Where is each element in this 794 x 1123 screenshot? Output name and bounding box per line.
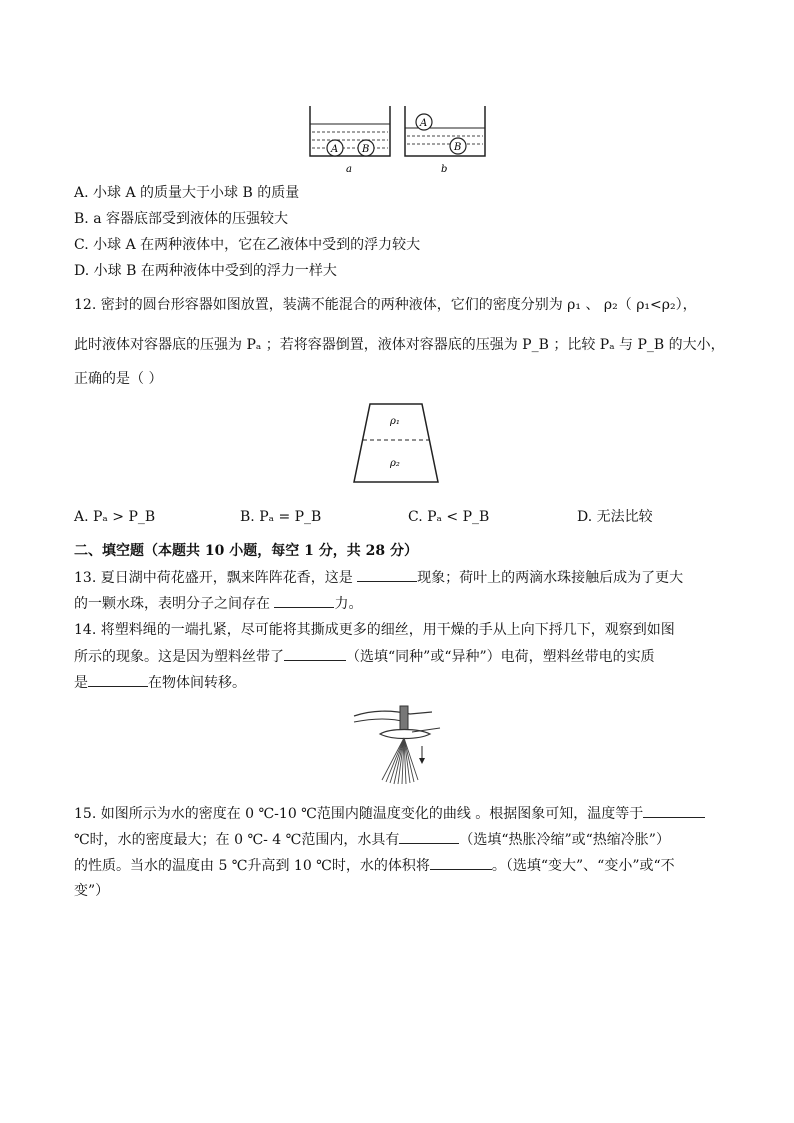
q14-blank-2[interactable] xyxy=(88,672,148,687)
q12-option-d: D. 无法比较 xyxy=(577,509,653,525)
q14-line-3: 是 在物体间转移。 xyxy=(74,672,246,693)
q11-option-d: D. 小球 B 在两种液体中受到的浮力一样大 xyxy=(74,263,337,279)
q15-line-1: 15. 如图所示为水的密度在 0 ℃-10 ℃范围内随温度变化的曲线 。根据图象可知，温度等于 xyxy=(74,803,705,824)
q13-line-1: 13. 夏日湖中荷花盛开，飘来阵阵花香，这是 现象；荷叶上的两滴水珠接触后成为了更大 xyxy=(74,567,683,588)
q15-line-4: 变”） xyxy=(74,883,110,899)
q14-plastic-strings-figure xyxy=(352,704,442,786)
q11-containers-figure xyxy=(300,104,495,176)
q11-option-c: C. 小球 A 在两种液体中，它在乙液体中受到的浮力较大 xyxy=(74,237,421,253)
section-2-heading: 二、填空题（本题共 10 小题，每空 1 分，共 28 分） xyxy=(74,543,418,559)
q12-option-c: C. Pₐ < P_B xyxy=(408,509,490,525)
q12-option-a: A. Pₐ > P_B xyxy=(74,509,156,525)
ball-b-label-right: B xyxy=(454,142,462,153)
q12-line-1: 12. 密封的圆台形容器如图放置，装满不能混合的两种液体，它们的密度分别为 ρ₁ 、 ρ₂（ ρ₁<ρ₂）， xyxy=(74,297,697,313)
q15-blank-2[interactable] xyxy=(399,829,459,844)
q12-option-b: B. Pₐ = P_B xyxy=(240,509,322,525)
q14-blank-1[interactable] xyxy=(284,646,346,661)
q13-line-2: 的一颗水珠，表明分子之间存在 力。 xyxy=(74,593,362,614)
q15-line-2: ℃时，水的密度最大；在 0 ℃- 4 ℃范围内，水具有 （选填“热胀冷缩”或“热缩冷胀”） xyxy=(74,829,670,850)
container-b-label: b xyxy=(441,164,448,175)
q11-option-b: B. a 容器底部受到液体的压强较大 xyxy=(74,211,288,227)
q11-option-a: A. 小球 A 的质量大于小球 B 的质量 xyxy=(74,185,300,201)
container-a-label: a xyxy=(346,164,352,175)
q12-frustum-figure xyxy=(350,400,442,486)
q15-line-3: 的性质。当水的温度由 5 ℃升高到 10 ℃时，水的体积将 。（选填“变大”、“变小”或“不 xyxy=(74,855,675,876)
ball-b-label-left: B xyxy=(362,144,370,155)
q13-blank-1[interactable] xyxy=(357,567,417,582)
rho1-label: ρ₁ xyxy=(390,416,400,427)
q14-line-1: 14. 将塑料绳的一端扎紧，尽可能将其撕成更多的细丝，用干燥的手从上向下捋几下，观察到如图 xyxy=(74,622,675,638)
q15-blank-3[interactable] xyxy=(430,855,492,870)
ball-a-label-right: A xyxy=(420,118,428,129)
q12-line-3: 正确的是（ ） xyxy=(74,371,163,387)
q12-line-2: 此时液体对容器底的压强为 Pₐ ；若将容器倒置，液体对容器底的压强为 P_B ；比较 Pₐ 与 P_B 的大小， xyxy=(74,337,725,353)
q13-blank-2[interactable] xyxy=(274,593,334,608)
q15-blank-1[interactable] xyxy=(643,803,705,818)
ball-a-label-left: A xyxy=(331,144,339,155)
q14-line-2: 所示的现象。这是因为塑料丝带了 （选填“同种”或“异种”）电荷，塑料丝带电的实质 xyxy=(74,646,655,667)
rho2-label: ρ₂ xyxy=(390,458,400,469)
